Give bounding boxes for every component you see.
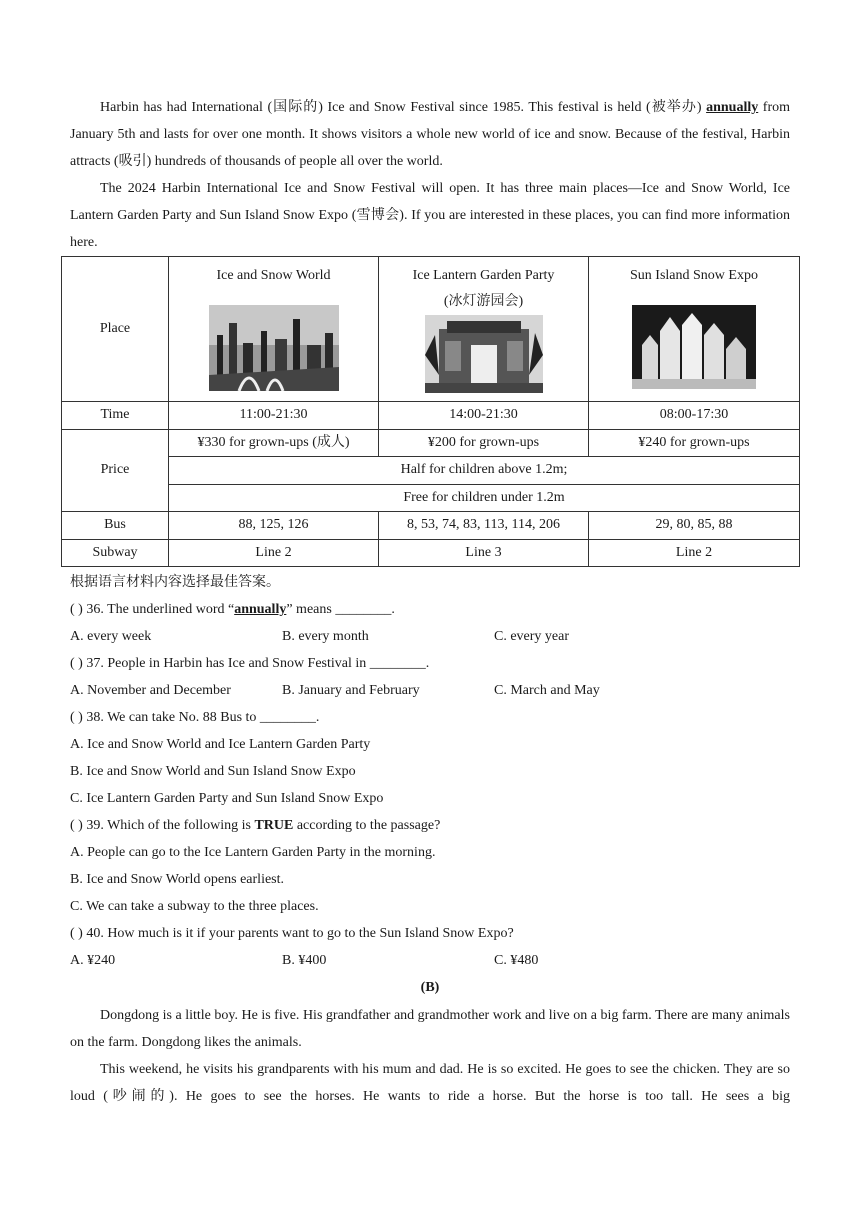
place-name: Sun Island Snow Expo: [630, 268, 758, 283]
row-label-time: Time: [62, 402, 169, 430]
option-c: C. Ice Lantern Garden Party and Sun Island Snow Expo: [70, 791, 384, 806]
question-text: ” means ________.: [286, 602, 395, 617]
option-c: C. every year: [494, 629, 570, 644]
price-cell: ¥330 for grown-ups (成人): [169, 429, 379, 457]
place-subname: (冰灯游园会): [443, 294, 524, 309]
question-40: ( ) 40. How much is it if your parents want to go to the Sun Island Snow Expo?: [70, 926, 514, 941]
bus-cell: 88, 125, 126: [169, 512, 379, 540]
option-b: B. Ice and Snow World opens earliest.: [70, 872, 285, 887]
option-a: A. November and December: [70, 683, 231, 698]
time-cell: 08:00-17:30: [589, 402, 800, 430]
option-b: B. every month: [282, 629, 369, 644]
passage-b-paragraph-1: Dongdong is a little boy. He is five. His grandfather and grandmother work and live on a big farm. There are many animals on the farm. Dongdong likes the animals.: [70, 1008, 790, 1050]
section-b-heading: (B): [420, 980, 440, 995]
bold-word: TRUE: [254, 818, 294, 833]
options-37: [70, 677, 790, 704]
option-b: B. Ice and Snow World and Sun Island Snow Expo: [70, 764, 356, 779]
bus-cell: 8, 53, 74, 83, 113, 114, 206: [379, 512, 589, 540]
ice-and-snow-world-photo: [209, 305, 339, 391]
option-a: A. People can go to the Ice Lantern Garden Party in the morning.: [70, 845, 436, 860]
passage-b-paragraph-2: This weekend, he visits his grandparents with his mum and dad. He is so excited. He goes to see the chicken. They are so loud (吵闹的). He goes to see the horses. He wants to ride a horse. But the horse is too tall. He sees a big: [70, 1062, 790, 1104]
passage-paragraph-1: [70, 94, 790, 175]
table-row-price-children-above: [62, 457, 800, 485]
passage-b: [70, 1002, 790, 1110]
options-36: [70, 623, 790, 650]
subway-cell: Line 2: [169, 539, 379, 567]
option-a: A. ¥240: [70, 953, 116, 968]
place-name: Ice and Snow World: [216, 268, 331, 283]
underlined-word: annually: [234, 602, 287, 617]
ice-lantern-garden-party-photo: [425, 315, 543, 393]
table-row-price: [62, 429, 800, 457]
place-cell: [589, 257, 800, 402]
subway-cell: Line 2: [589, 539, 800, 567]
sun-island-snow-expo-photo: [632, 305, 756, 389]
time-cell: 11:00-21:30: [169, 402, 379, 430]
question-text: according to the passage?: [293, 818, 441, 833]
row-label-price: Price: [62, 429, 169, 512]
festival-info-table: [61, 256, 800, 567]
row-label-place: Place: [62, 257, 169, 402]
passage-text: from January 5th and lasts for over one month. It shows visitors a whole new world of ice and snow. Because of the festival, Harbin attracts (吸引) hundreds of thousands of people all over the world.: [70, 100, 790, 169]
time-cell: 14:00-21:30: [379, 402, 589, 430]
table-row-place: [62, 257, 800, 402]
instruction: 根据语言材料内容选择最佳答案。: [70, 575, 280, 590]
subway-cell: Line 3: [379, 539, 589, 567]
option-c: C. March and May: [494, 683, 600, 698]
question-text: ( ) 36. The underlined word “: [70, 602, 235, 617]
table-row-time: [62, 402, 800, 430]
question-38: ( ) 38. We can take No. 88 Bus to ________.: [70, 710, 320, 725]
table-row-bus: [62, 512, 800, 540]
question-39: [70, 812, 790, 839]
questions-section: [70, 569, 790, 1001]
option-b: B. ¥400: [282, 953, 327, 968]
row-label-bus: Bus: [62, 512, 169, 540]
option-c: C. ¥480: [494, 953, 539, 968]
option-b: B. January and February: [282, 683, 420, 698]
place-cell: [169, 257, 379, 402]
place-cell: [379, 257, 589, 402]
question-text: ( ) 39. Which of the following is: [70, 818, 255, 833]
question-36: [70, 596, 790, 623]
table-row-price-children-under: [62, 484, 800, 512]
question-37: ( ) 37. People in Harbin has Ice and Snow Festival in ________.: [70, 656, 430, 671]
price-cell: ¥240 for grown-ups: [589, 429, 800, 457]
underlined-word: annually: [706, 100, 759, 115]
price-children-under: Free for children under 1.2m: [169, 484, 800, 512]
row-label-subway: Subway: [62, 539, 169, 567]
option-a: A. Ice and Snow World and Ice Lantern Garden Party: [70, 737, 371, 752]
passage-a: [70, 94, 790, 256]
table-row-subway: [62, 539, 800, 567]
passage-paragraph-2: The 2024 Harbin International Ice and Snow Festival will open. It has three main places—Ice and Snow World, Ice Lantern Garden Party and Sun Island Snow Expo (雪博会). If you are interested in these places, you can find more information here.: [70, 181, 790, 250]
place-name: Ice Lantern Garden Party: [412, 268, 555, 283]
options-40: [70, 947, 790, 974]
bus-cell: 29, 80, 85, 88: [589, 512, 800, 540]
price-cell: ¥200 for grown-ups: [379, 429, 589, 457]
option-c: C. We can take a subway to the three places.: [70, 899, 319, 914]
option-a: A. every week: [70, 629, 152, 644]
passage-text: Harbin has had International (国际的) Ice and Snow Festival since 1985. This festival is held (被举办): [100, 100, 707, 115]
price-children-above: Half for children above 1.2m;: [169, 457, 800, 485]
